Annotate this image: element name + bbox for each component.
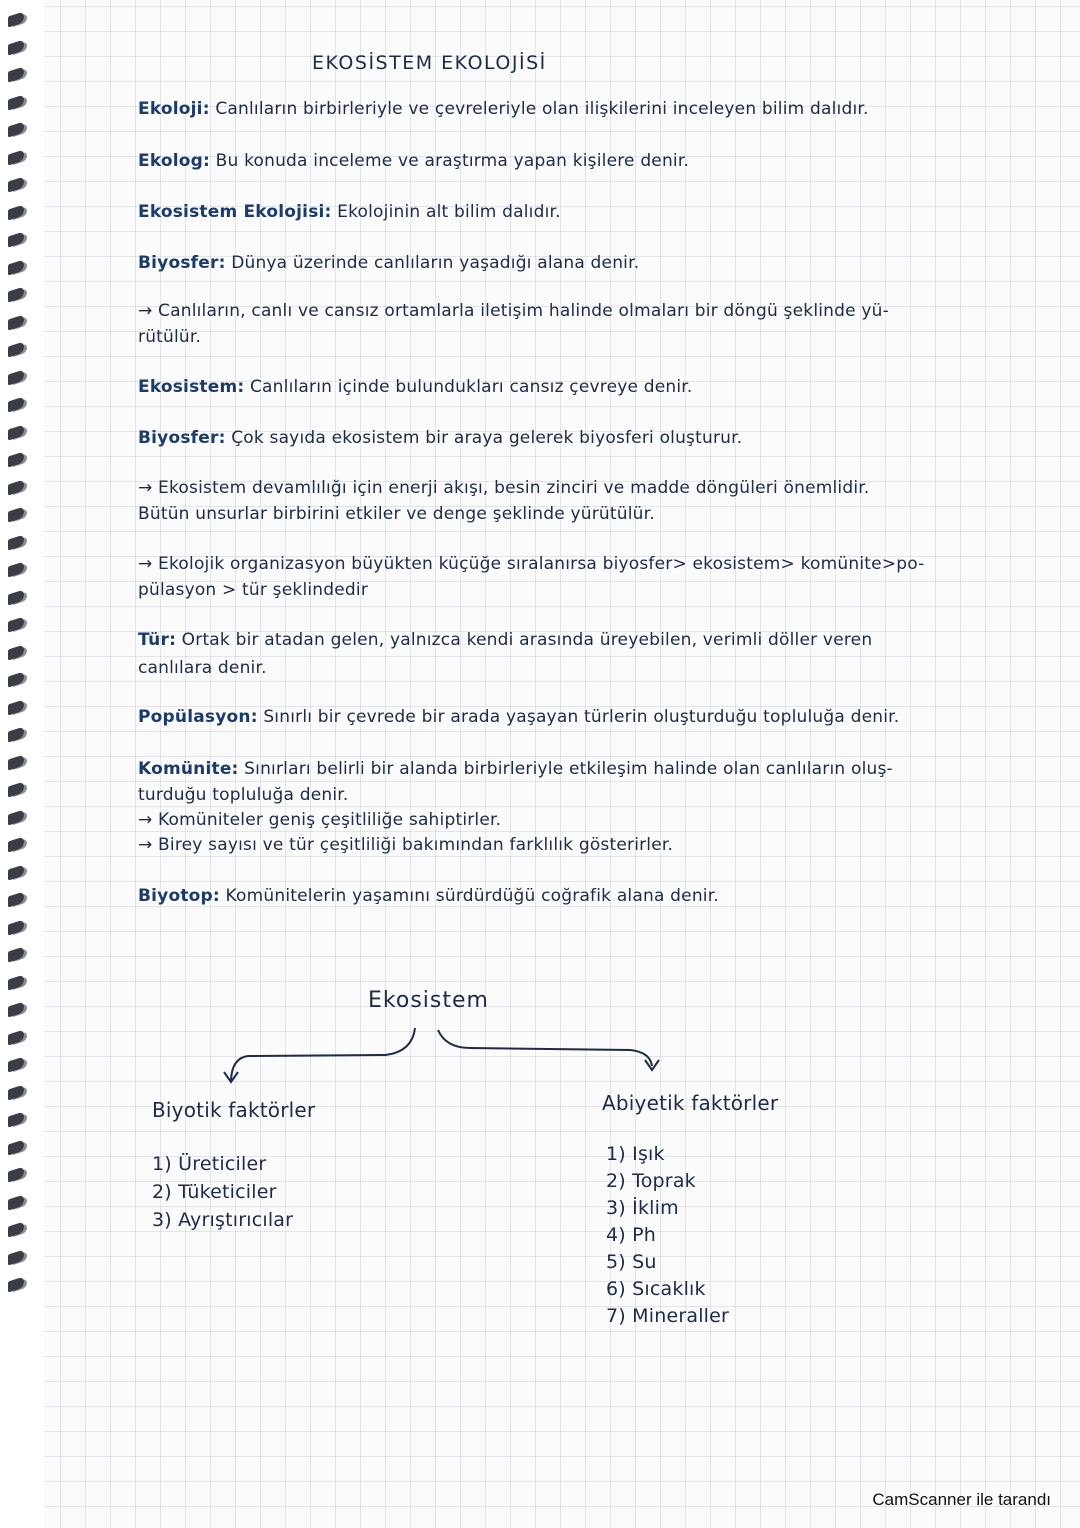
- definition-text: Sınırları belirli bir alanda birbirleriyle etkileşim halinde olan canlıların oluş-: [244, 759, 893, 779]
- abiyotik-heading: Abiyetik faktörler: [602, 1091, 779, 1115]
- definition-text: Sınırlı bir çevrede bir arada yaşayan türlerin oluşturduğu topluluğa denir.: [263, 707, 900, 727]
- abiyotik-item: 3) İklim: [606, 1197, 679, 1219]
- note-line: Bütün unsurlar birbirini etkiler ve denge şeklinde yürütülür.: [138, 504, 655, 524]
- term-label: Tür:: [138, 630, 177, 650]
- note-line: → Ekolojik organizasyon büyükten küçüğe sıralanırsa biyosfer> ekosistem> komünite>po-: [138, 554, 925, 574]
- definition-text: Bu konuda inceleme ve araştırma yapan kişilere denir.: [215, 151, 690, 171]
- note-line: → Komüniteler geniş çeşitliliğe sahiptirler.: [138, 810, 502, 830]
- term-label: Ekoloji:: [138, 99, 210, 119]
- term-label: Ekosistem:: [138, 377, 245, 397]
- note-line: → Canlıların, canlı ve cansız ortamlarla iletişim halinde olmaları bir döngü şeklinde yü-: [138, 301, 889, 321]
- abiyotik-item: 1) Işık: [606, 1143, 665, 1165]
- biyotik-item: 2) Tüketiciler: [152, 1181, 277, 1203]
- term-label: Popülasyon:: [138, 707, 258, 727]
- diagram-root: Ekosistem: [368, 988, 489, 1013]
- abiyotik-item: 4) Ph: [606, 1224, 657, 1246]
- abiyotik-item: 6) Sıcaklık: [606, 1278, 706, 1300]
- term-label: Biyotop:: [138, 886, 220, 906]
- definition-text: Canlıların birbirleriyle ve çevreleriyle olan ilişkilerini inceleyen bilim dalıdır.: [215, 99, 869, 119]
- definition-text: Canlıların içinde bulundukları cansız çevreye denir.: [249, 377, 693, 397]
- definition-text: Ekolojinin alt bilim dalıdır.: [337, 202, 561, 222]
- note-line: → Birey sayısı ve tür çeşitliliği bakımından farklılık gösterirler.: [138, 835, 674, 855]
- note-line: pülasyon > tür şeklindedir: [138, 580, 369, 600]
- term-label: Ekolog:: [138, 151, 211, 171]
- definition-text: Komünitelerin yaşamını sürdürdüğü coğrafik alana denir.: [225, 886, 719, 906]
- biyotik-heading: Biyotik faktörler: [152, 1098, 316, 1122]
- term-label: Ekosistem Ekolojisi:: [138, 202, 332, 222]
- definition-text: Ortak bir atadan gelen, yalnızca kendi arasında üreyebilen, verimli döller veren: [181, 630, 873, 650]
- page-title: EKOSİSTEM EKOLOJİSİ: [312, 52, 547, 74]
- scanner-watermark: CamScanner ile tarandı: [872, 1490, 1051, 1509]
- biyotik-item: 3) Ayrıştırıcılar: [152, 1209, 294, 1231]
- definition-text: Çok sayıda ekosistem bir araya gelerek biyosferi oluşturur.: [231, 428, 743, 448]
- biyotik-item: 1) Üreticiler: [152, 1153, 267, 1175]
- term-label: Komünite:: [138, 759, 239, 779]
- term-label: Biyosfer:: [138, 428, 226, 448]
- abiyotik-item: 7) Mineraller: [606, 1305, 730, 1327]
- definition-continuation: canlılara denir.: [138, 658, 267, 678]
- note-line: rütülür.: [138, 327, 202, 347]
- term-label: Biyosfer:: [138, 253, 226, 273]
- note-line: → Ekosistem devamlılığı için enerji akışı, besin zinciri ve madde döngüleri önemlidir.: [138, 478, 870, 498]
- abiyotik-item: 5) Su: [606, 1251, 657, 1273]
- definition-continuation: turduğu topluluğa denir.: [138, 785, 349, 805]
- abiyotik-item: 2) Toprak: [606, 1170, 696, 1192]
- definition-text: Dünya üzerinde canlıların yaşadığı alana denir.: [231, 253, 640, 273]
